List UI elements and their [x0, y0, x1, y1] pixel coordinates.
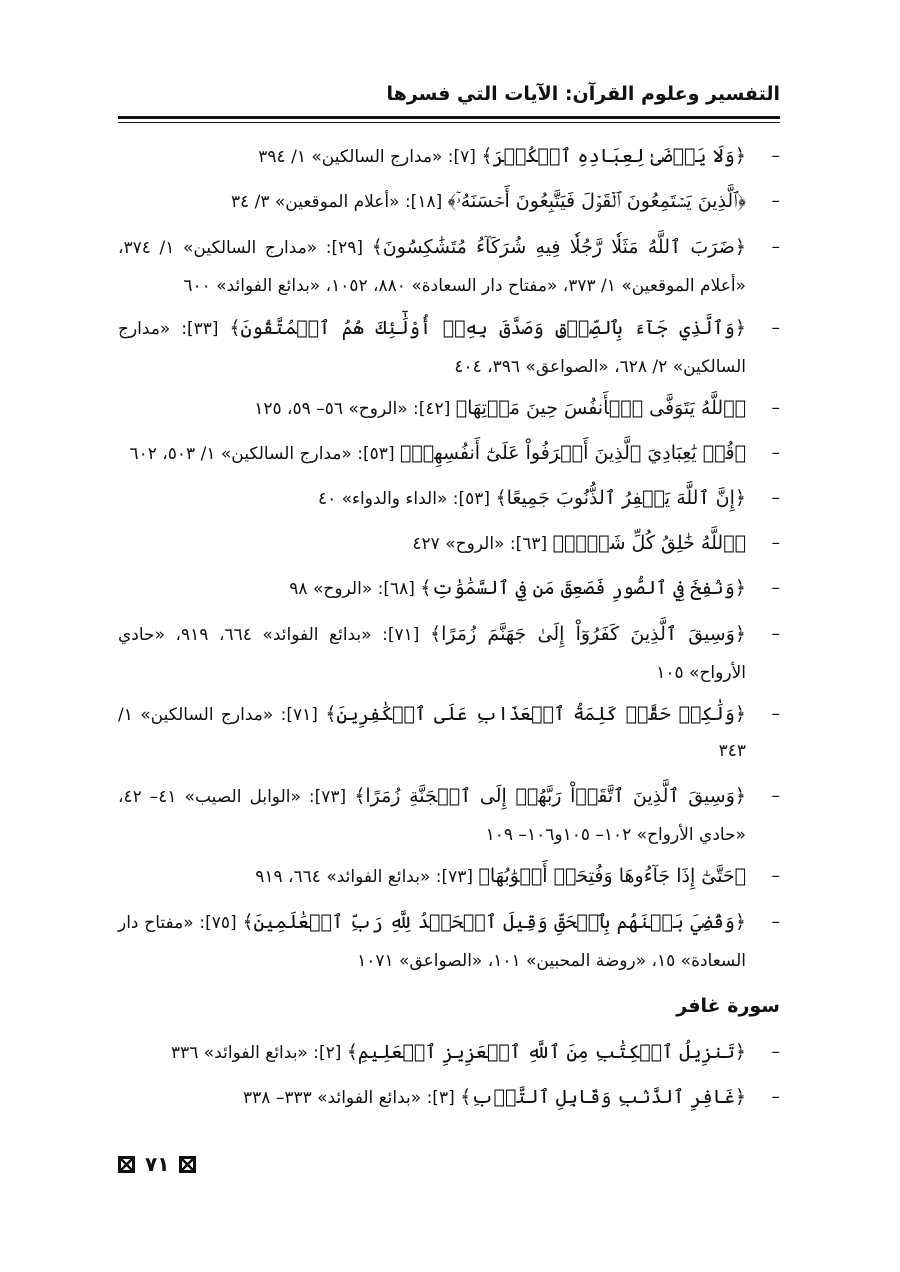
running-header: التفسير وعلوم القرآن: الآيات التي فسرها	[386, 83, 780, 105]
list-item	[118, 858, 780, 895]
bullet-dash: –	[771, 578, 780, 598]
reference-text: [٦٨]: «الروح» ٩٨	[289, 579, 415, 599]
reference-text: [٢٩]: «مدارج السالكين» ١/ ٣٧٤، «أعلام الموقعين» ١/ ٣٧٣، «مفتاح دار السعادة» ٨٨٠، ١٠٥٢، «بدائع الفوائد» ٦٠٠	[118, 238, 746, 296]
reference-text: [٧٥]: «مفتاح دار السعادة» ١٥، «روضة المحبين» ١٠١، «الصواعق» ١٠٧١	[118, 913, 746, 971]
list-item	[118, 480, 780, 517]
reference-text: [٧٣]: «بدائع الفوائد» ٦٦٤، ٩١٩	[255, 867, 474, 887]
reference-text: [١٨]: «أعلام الموقعين» ٣/ ٣٤	[230, 192, 443, 212]
bullet-dash: –	[771, 1087, 780, 1107]
verse-text: ﴿وَلَٰكِنۡ حَقَّتۡ كَلِمَةُ ٱلۡعَذَابِ عَلَى ٱلۡكَٰفِرِينَ﴾	[325, 703, 746, 725]
verse-text: ﴿وَسِيقَ ٱلَّذِينَ كَفَرُوٓاْ إِلَىٰ جَهَنَّمَ زُمَرًا﴾	[429, 623, 747, 645]
ornament-icon	[179, 1156, 196, 1173]
list-item	[118, 525, 780, 562]
header-rule-thick	[118, 116, 780, 119]
reference-text: [٢]: «بدائع الفوائد» ٣٣٦	[171, 1043, 342, 1063]
reference-text: [٥٣]: «الداء والدواء» ٤٠	[317, 489, 491, 509]
page-footer	[118, 1152, 196, 1176]
list-item	[118, 435, 780, 472]
list-item	[118, 1079, 780, 1116]
verse-text: ﴿تَنزِيلُ ٱلۡكِتَٰبِ مِنَ ٱللَّهِ ٱلۡعَزِيزِ ٱلۡعَلِيمِ﴾	[346, 1041, 746, 1063]
bullet-dash: –	[771, 533, 780, 553]
bullet-dash: –	[771, 912, 780, 932]
reference-text: [٧١]: «مدارج السالكين» ١/ ٣٤٣	[118, 705, 746, 761]
bullet-dash: –	[771, 146, 780, 166]
list-item	[118, 183, 780, 220]
verse-text: ﴿وَسِيقَ ٱلَّذِينَ ٱتَّقَوۡاْ رَبَّهُمۡ إِلَى ٱلۡجَنَّةِ زُمَرًا﴾	[354, 785, 747, 807]
surah-heading: سورة غافر	[676, 995, 780, 1017]
verse-text: ﴿ٱلَّذِينَ يَسۡتَمِعُونَ ٱلۡقَوۡلَ فَيَتَّبِعُونَ أَحۡسَنَهُۥٓ﴾	[447, 190, 746, 212]
reference-text: [٤٢]: «الروح» ٥٦– ٥٩، ١٢٥	[254, 399, 451, 419]
bullet-dash: –	[771, 398, 780, 418]
verse-text: ﴿وَلَا يَرۡضَىٰ لِعِبَادِهِ ٱلۡكُفۡرَ﴾	[481, 145, 746, 167]
page-number: ٧١	[145, 1152, 170, 1176]
reference-text: [٣]: «بدائع الفوائد» ٣٣٣– ٣٣٨	[243, 1088, 455, 1108]
list-item	[118, 777, 780, 854]
verse-text: ﴿غَافِرِ ٱلذَّنۢبِ وَقَابِلِ ٱلتَّوۡبِ﴾	[460, 1086, 746, 1108]
list-item	[118, 390, 780, 427]
list-item	[118, 903, 780, 980]
reference-text: [٣٣]: «مدارج السالكين» ٢/ ٦٢٨، «الصواعق» ٣٩٦، ٤٠٤	[118, 319, 746, 377]
verse-text: ﴿حَتَّىٰٓ إِذَا جَآءُوهَا وَفُتِحَتۡ أَبۡوَٰبُهَا﴾	[478, 865, 746, 887]
verse-text: ﴿ٱللَّهُ يَتَوَفَّى ٱلۡأَنفُسَ حِينَ مَوۡتِهَا﴾	[455, 397, 746, 419]
bullet-dash: –	[771, 704, 780, 724]
header-rule-thin	[118, 122, 780, 123]
verse-text: ﴿وَٱلَّذِي جَآءَ بِٱلصِّدۡقِ وَصَدَّقَ بِهِۦٓ أُوْلَٰٓئِكَ هُمُ ٱلۡمُتَّقُونَ﴾	[229, 317, 746, 339]
verse-text: ﴿وَنُفِخَ فِي ٱلصُّورِ فَصَعِقَ مَن فِي ٱلسَّمَٰوَٰتِ﴾	[420, 577, 746, 599]
reference-text: [٥٣]: «مدارج السالكين» ١/ ٥٠٣، ٦٠٢	[129, 444, 395, 464]
verse-text: ﴿وَقُضِيَ بَيۡنَهُم بِٱلۡحَقِّ وَقِيلَ ٱلۡحَمۡدُ لِلَّهِ رَبِّ ٱلۡعَٰلَمِينَ﴾	[242, 911, 746, 933]
bullet-dash: –	[771, 318, 780, 338]
verse-text: ﴿قُلۡ يَٰعِبَادِيَ ٱلَّذِينَ أَسۡرَفُواْ عَلَىٰٓ أَنفُسِهِمۡ﴾	[399, 442, 746, 464]
list-item	[118, 570, 780, 607]
reference-text: [٧]: «مدارج السالكين» ١/ ٣٩٤	[258, 147, 476, 167]
bullet-dash: –	[771, 191, 780, 211]
verse-list	[118, 138, 780, 1124]
reference-text: [٧٣]: «الوابل الصيب» ٤١– ٤٢، «حادي الأرواح» ١٠٢– ١٠٥و١٠٦– ١٠٩	[118, 787, 746, 845]
list-item	[118, 696, 780, 769]
verse-text: ﴿ٱللَّهُ خَٰلِقُ كُلِّ شَيۡءٖ﴾	[552, 532, 746, 554]
bullet-dash: –	[771, 1042, 780, 1062]
bullet-dash: –	[771, 786, 780, 806]
list-item	[118, 615, 780, 692]
bullet-dash: –	[771, 237, 780, 257]
bullet-dash: –	[771, 488, 780, 508]
list-item	[118, 228, 780, 305]
list-item	[118, 138, 780, 175]
verse-text: ﴿ضَرَبَ ٱللَّهُ مَثَلٗا رَّجُلٗا فِيهِ شُرَكَآءُ مُتَشَٰكِسُونَ﴾	[371, 236, 746, 258]
bullet-dash: –	[771, 624, 780, 644]
reference-text: [٧١]: «بدائع الفوائد» ٦٦٤، ٩١٩، «حادي الأرواح» ١٠٥	[118, 625, 746, 683]
list-item	[118, 309, 780, 386]
list-item	[118, 1034, 780, 1071]
verse-text: ﴿إِنَّ ٱللَّهَ يَغۡفِرُ ٱلذُّنُوبَ جَمِيعًا﴾	[495, 487, 746, 509]
reference-text: [٦٣]: «الروح» ٤٢٧	[412, 534, 548, 554]
ornament-icon	[118, 1156, 135, 1173]
bullet-dash: –	[771, 866, 780, 886]
bullet-dash: –	[771, 443, 780, 463]
